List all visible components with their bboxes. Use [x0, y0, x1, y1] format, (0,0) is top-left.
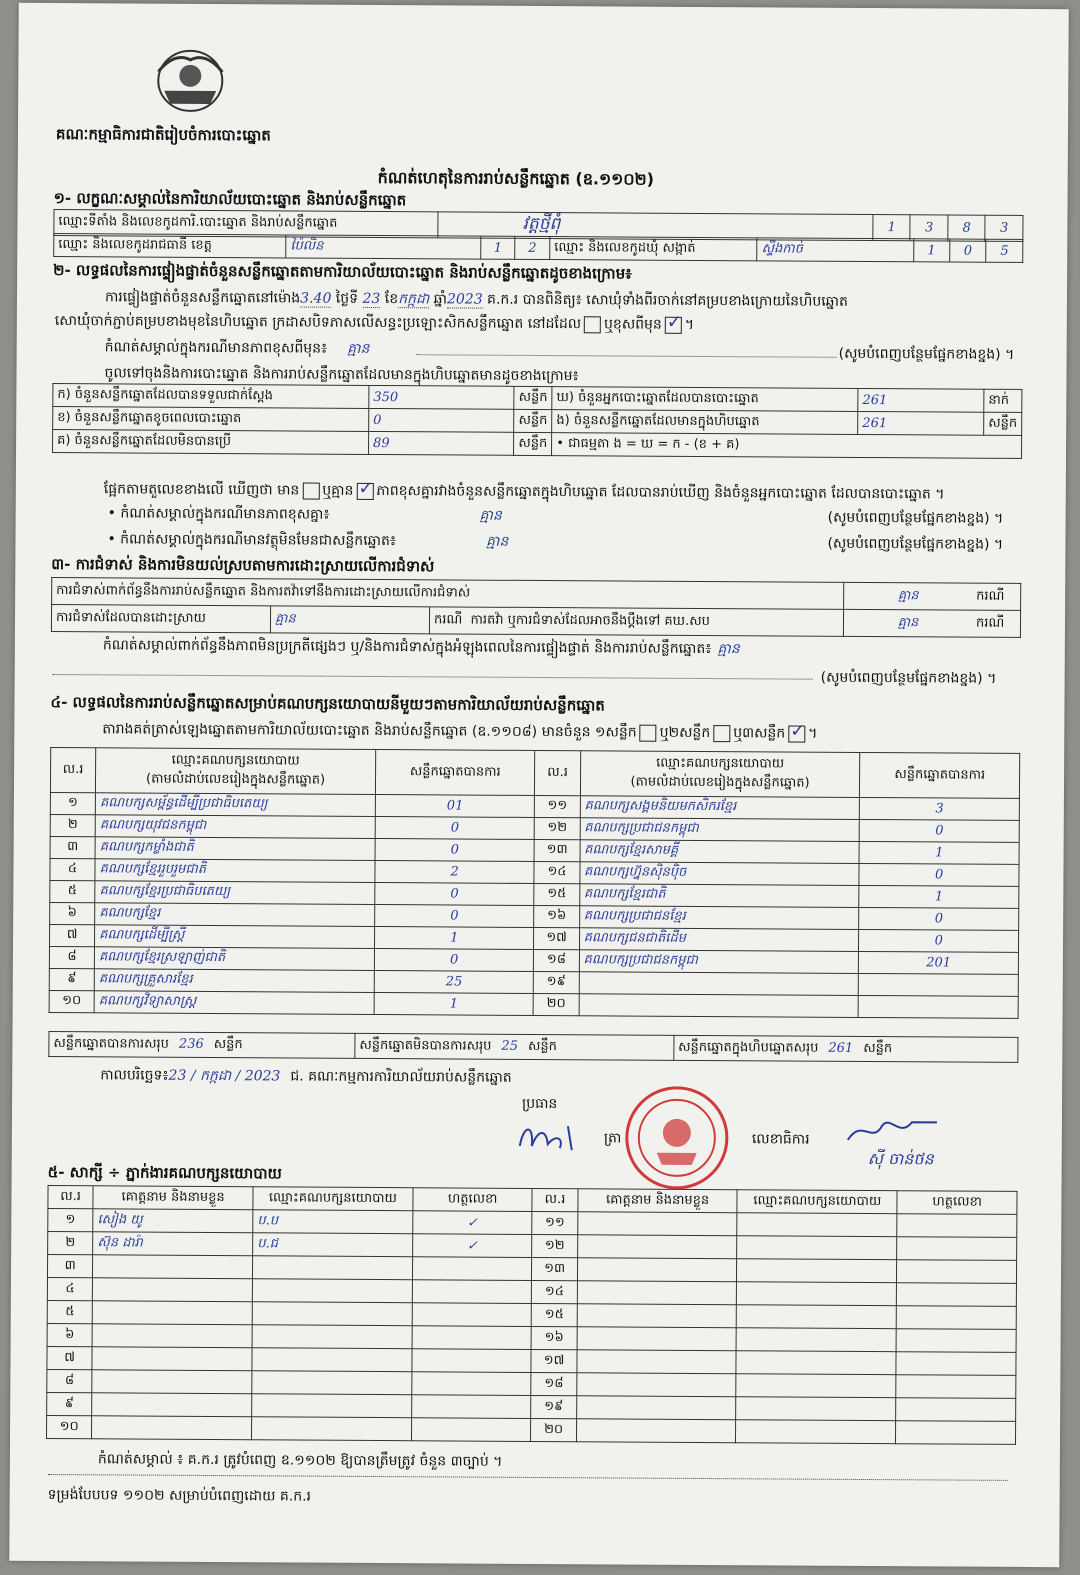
- empty-cell: [737, 1328, 897, 1352]
- empty-cell: [737, 1213, 897, 1237]
- resolved-complaints-label: ការជំទាស់ដែលបានដោះស្រាយ: [51, 605, 270, 633]
- valid-total: សន្លឹកឆ្នោតបានការសរុប 236 សន្លឹក: [49, 1032, 355, 1059]
- row-number: ៦: [47, 1324, 92, 1347]
- complaints-label: ការជំទាស់ពាក់ព័ន្ធនឹងការរាប់សន្លឹកឆ្នោត និងការតវ៉ាទៅនឹងការដោះស្រាយលើការជំទាស់: [52, 578, 844, 610]
- empty-cell: [896, 1421, 1016, 1445]
- witness-signature: [411, 1418, 531, 1442]
- party-votes: [859, 995, 1019, 1018]
- discrepancy-no-checkbox[interactable]: [356, 482, 373, 499]
- table-row: [46, 1416, 1015, 1445]
- empty-cell: [576, 1419, 736, 1443]
- empty-cell: [736, 1374, 896, 1398]
- party-votes: [859, 973, 1019, 996]
- row-number: ៤: [50, 859, 95, 881]
- empty-cell: [577, 1212, 737, 1236]
- party-name: គណបក្សខ្មែររួបរួមជាតិ: [95, 859, 375, 883]
- row-number: ១២: [532, 1234, 577, 1257]
- results-table: ល.រ ឈ្មោះគណបក្សនយោបាយ (តាមលំដាប់លេខរៀងក្នុងសន្លឹកឆ្នោត) សន្លឹកឆ្នោតបានការ ល.រ ឈ្មោះគណបក្សនយោបាយ (តាមលំដាប់លេខរៀងក្នុងសន្លឹកឆ្នោត) សន្លឹកឆ្នោតបានការ ១ គណបក្សសម្ព័ន្ធដើម្បីប្រជាធិបតេយ្យ 01 ១១ គណបក្សសង្គមនិយមកសិករខ្មែរ 3 ២ គណបក្សយុវជនកម្ពុជា 0 ១២ គណបក្សប្រជាជនកម្ពុជា 0 ៣ គណបក្សកម្លាំងជាតិ 0 ១៣ គណបក្សខ្មែរសាមគ្គី 1 ៤ គណបក្សខ្មែររួបរួមជាតិ 2 ១៤ គណបក្សហ្វ៊ុនស៊ិនប៉ិច 0 ៥ គណបក្សខ្មែរប្រជាធិបតេយ្យ 0 ១៥ គណបក្សខ្មែរជាតិ 1 ៦ គណបក្សខ្មែរ 0 ១៦ គណបក្សប្រជាជនខ្មែរ 0 ៧ គណបក្សដើម្បីស្ត្រី 1 ១៧ គណបក្សជនជាតិដើម 0 ៨ គណបក្សខ្មែរស្រឡាញ់ជាតិ 0 ១៨ គណបក្សប្រជាជនកម្ពុជា 201 ៩ គណបក្សគ្រួសារខ្មែរ 25 ១៩ ១០ គណបក្សវិទ្យាសាស្ត្រ 1 ២០: [49, 747, 1021, 1019]
- empty-cell: [896, 1375, 1016, 1399]
- commune-code-digit: 5: [986, 239, 1023, 262]
- witness-signature: ✓: [413, 1211, 533, 1235]
- party-name: គណបក្សប្រជាជនខ្មែរ: [579, 906, 859, 930]
- party-votes: 1: [859, 841, 1019, 864]
- resolved-complaints-value: គ្មាន: [270, 606, 429, 634]
- invalid-total: សន្លឹកឆ្នោតមិនបានការសរុប 25 សន្លឹក: [355, 1033, 674, 1060]
- row-number: ៦: [50, 903, 95, 925]
- row-number: ១: [50, 793, 95, 815]
- form-title: កំណត់ហេតុនៃការរាប់សន្លឹកឆ្នោត (ឧ.១១០២): [377, 168, 655, 189]
- other-events-note: កំណត់សម្គាល់ពាក់ព័ន្ធនឹងភាពមិនប្រក្រតីផ្សេងៗ ឬ/និងការជំទាស់ក្នុងអំឡុងពេលនៃការផ្ទៀងផ្ទាត់ និងការរាប់សន្លឹកឆ្នោត៖ គ្មាន: [102, 637, 740, 658]
- empty-cell: [896, 1329, 1016, 1353]
- seal-label: ត្រា: [603, 1130, 622, 1147]
- row-number: ២០: [531, 1418, 576, 1441]
- voters-value: 261: [858, 388, 984, 412]
- witness-party: [252, 1325, 412, 1349]
- station-code-digit: 3: [985, 215, 1023, 241]
- party-votes: 1: [859, 885, 1019, 908]
- forwarded-complaints-label: ករណី ការតវ៉ា ឬការជំទាស់ដែលអាចនឹងប្តឹងទៅ គឃ.សប: [429, 607, 843, 637]
- row-number: ២: [50, 815, 95, 837]
- emblem-icon: [144, 46, 236, 117]
- verification-line-1: ការផ្ទៀងផ្ទាត់ចំនួនសន្លឹកឆ្នោតនៅម៉ោង3.40 ថ្ងៃទី 23 ខែកក្កដា ឆ្នាំ2023 គ.ក.រ បានពិនិត្យ៖ សោឃុំទាំងពីរចាក់នៅគម្របខាងក្រោយនៃហិបឆ្នោត: [104, 289, 848, 310]
- witness-signature: [412, 1349, 532, 1373]
- row-number: ១៦: [534, 905, 579, 927]
- irregularity-note-line: កំណត់សម្គាល់ក្នុងករណីមានភាពខុសពីមុន៖ គ្មាន: [104, 339, 370, 357]
- party-votes: 0: [859, 863, 1019, 886]
- party-name: គណបក្សជនជាតិដើម: [579, 928, 859, 952]
- witness-party: [253, 1256, 413, 1280]
- witness-name: [92, 1370, 252, 1394]
- row-number: ៥: [47, 1301, 92, 1324]
- box-total: សន្លឹកឆ្នោតក្នុងហិបឆ្នោតសរុប 261 សន្លឹក: [674, 1035, 1018, 1062]
- party-name: គណបក្សប្រជាជនកម្ពុជា: [579, 950, 859, 974]
- witness-table: ល.រ គោត្តនាម និងនាមខ្លួន ឈ្មោះគណបក្សនយោបាយ ហត្ថលេខា ល.រ គោត្តនាម និងនាមខ្លួន ឈ្មោះគណបក្សនយោបាយ ហត្ថលេខា ១ សៀង យូ ប.ប ✓ ១១ ២ ស៊ុន ដារ៉ា ប.ជ ✓ ១២ ៣ ១៣ ៤ ១៤ ៥ ១៥ ៦ ១៦ ៧ ១៧ ៨ ១៨ ៩ ១៩ ១០ ២០: [46, 1185, 1018, 1445]
- row-number: ៣: [50, 837, 95, 859]
- row-number: ១១: [535, 795, 580, 817]
- empty-cell: [577, 1350, 737, 1374]
- seal-intact-checkbox[interactable]: [584, 316, 601, 333]
- section-3-title: ៣- ការជំទាស់ និងការមិនយល់ស្របតាមការដោះស្រាយលើការជំទាស់: [51, 555, 435, 576]
- three-ballot-checkbox[interactable]: [788, 725, 805, 742]
- section-4-title: ៤- លទ្ធផលនៃការរាប់សន្លឹកឆ្នោតសម្រាប់គណបក្សនយោបាយនីមួយៗតាមការិយាល័យរាប់សន្លឹកឆ្នោត: [50, 693, 605, 715]
- footer-note: កំណត់សម្គាល់ ៖ គ.ក.រ ត្រូវបំពេញ ឧ.១១០២ ឱ្យបានត្រឹមត្រូវ ចំនួន ៣ច្បាប់ ។: [97, 1451, 503, 1470]
- row-number: ១៥: [532, 1303, 577, 1326]
- party-votes: 0: [375, 817, 535, 840]
- unused-ballots-label: គ) ចំនួនសន្លឹកឆ្នោតដែលមិនបានប្រើ: [53, 430, 369, 455]
- witness-name: [92, 1301, 252, 1325]
- party-name: គណបក្សសម្ព័ន្ធដើម្បីប្រជាធិបតេយ្យ: [95, 793, 375, 817]
- witness-signature: [412, 1372, 532, 1396]
- complaints-value: គ្មាន: [844, 582, 973, 610]
- date-line: កាលបរិច្ឆេទ៖23 / កក្កដា / 2023 ជ. គណៈកម្មការការិយាល័យរាប់សន្លឹកឆ្នោត: [100, 1067, 512, 1086]
- witness-name: [93, 1255, 253, 1279]
- station-name-value: វត្តថ្មីពុំ: [438, 212, 873, 241]
- empty-cell: [897, 1283, 1017, 1307]
- witness-party: ប.ប: [253, 1210, 413, 1234]
- witness-name: [92, 1416, 252, 1440]
- section-1-title: ១- លក្ខណៈសម្គាល់នៃការិយាល័យបោះឆ្នោត និងរាប់សន្លឹកឆ្នោត: [53, 189, 407, 210]
- empty-cell: [896, 1352, 1016, 1376]
- formula: • ជាធម្មតា ង = ឃ = ក - (ខ + គ): [552, 433, 1022, 459]
- party-votes: 0: [375, 839, 535, 862]
- witness-signature: [412, 1257, 532, 1281]
- party-col-header: ឈ្មោះគណបក្សនយោបាយ (តាមលំដាប់លេខរៀងក្នុងសន្លឹកឆ្នោត): [96, 748, 376, 795]
- one-ballot-checkbox[interactable]: [640, 724, 657, 741]
- row-number: ១២: [535, 817, 580, 839]
- witness-signature: [412, 1326, 532, 1350]
- count-intro: ចូលទៅចុងនិងការបោះឆ្នោត និងការរាប់សន្លឹកឆ្នោតដែលមានក្នុងហិបឆ្នោតមានដូចខាងក្រោម៖: [104, 365, 579, 385]
- chair-signature-icon: [512, 1116, 602, 1157]
- party-name: គណបក្សខ្មែរ: [95, 903, 375, 927]
- party-name: គណបក្សដើម្បីស្ត្រី: [95, 925, 375, 949]
- official-stamp-icon: [622, 1083, 733, 1194]
- commune-label: ឈ្មោះ និងលេខកូដឃុំ សង្កាត់: [550, 237, 758, 261]
- party-name: [579, 994, 859, 1018]
- row-number: ៤: [47, 1278, 92, 1301]
- witness-party: [252, 1348, 412, 1372]
- empty-cell: [737, 1236, 897, 1260]
- row-number: ១៥: [534, 883, 579, 905]
- row-number: ១: [48, 1209, 93, 1232]
- party-name: គណបក្សសង្គមនិយមកសិករខ្មែរ: [580, 796, 860, 820]
- witness-signature: [412, 1303, 532, 1327]
- row-number: ១៨: [534, 949, 579, 971]
- empty-cell: [736, 1351, 896, 1375]
- party-name: គណបក្សខ្មែរស្រឡាញ់ជាតិ: [94, 947, 374, 971]
- party-name: គណបក្សខ្មែរប្រជាធិបតេយ្យ: [95, 881, 375, 905]
- empty-cell: [577, 1235, 737, 1259]
- secretary-signature-icon: [842, 1108, 942, 1149]
- empty-cell: [576, 1373, 736, 1397]
- row-number: ៣: [47, 1255, 92, 1278]
- empty-cell: [736, 1420, 896, 1444]
- row-number: ៨: [49, 947, 94, 969]
- spoiled-ballots-value: 0: [369, 408, 514, 432]
- secretary-label: លេខាធិការ: [751, 1131, 810, 1148]
- party-name: គណបក្សគ្រួសារខ្មែរ: [94, 969, 374, 993]
- party-votes: 0: [375, 904, 535, 927]
- row-number: ១១: [532, 1211, 577, 1234]
- commune-value: ស្ទឹងកាច់: [757, 238, 913, 262]
- row-number: ៥: [50, 881, 95, 903]
- station-code-digit: 8: [948, 215, 986, 241]
- party-votes: 0: [860, 819, 1020, 842]
- row-number: ៨: [47, 1370, 92, 1393]
- ballots-in-box-label: ង) ចំនួនសន្លឹកឆ្នោតដែលមានក្នុងហិបឆ្នោត: [552, 410, 858, 435]
- witness-party: [252, 1279, 412, 1303]
- party-name: គណបក្សកម្លាំងជាតិ: [95, 837, 375, 861]
- discrepancy-line: ផ្អែកតាមតួលេខខាងលើ ឃើញថា មាន ឬគ្មាន✓ ភាពខុសគ្នារវាងចំនួនសន្លឹកឆ្នោតក្នុងហិបឆ្នោត ដែលបានរាប់ឃើញ និងចំនួនអ្នកបោះឆ្នោត ដែលបានបោះឆ្នោត ។: [104, 479, 945, 505]
- discrepancy-note: • កំណត់សម្គាល់ក្នុងករណីមានភាពខុសគ្នា៖ គ្មាន: [107, 505, 502, 524]
- party-votes: 1: [374, 926, 534, 949]
- party-votes: 3: [860, 797, 1020, 820]
- unused-ballots-value: 89: [369, 431, 514, 455]
- section-2-title: ២- លទ្ធផលនៃការផ្ទៀងផ្ទាត់ចំនួនសន្លឹកឆ្នោតតាមការិយាល័យបោះឆ្នោត និងរាប់សន្លឹកឆ្នោតដូចខាងក្រោម៖: [53, 261, 632, 283]
- ballots-in-box-value: 261: [858, 411, 984, 435]
- province-code-digit: 1: [481, 236, 516, 259]
- witness-party: [252, 1371, 412, 1395]
- party-votes: 0: [374, 948, 534, 971]
- row-number: ១៧: [531, 1349, 576, 1372]
- seal-broken-checkbox[interactable]: [665, 316, 682, 333]
- empty-cell: [737, 1259, 897, 1283]
- empty-cell: [577, 1281, 737, 1305]
- empty-cell: [737, 1282, 897, 1306]
- voters-label: ឃ) ចំនួនអ្នកបោះឆ្នោតដែលបានបោះឆ្នោត: [552, 387, 858, 412]
- section-5-title: ៥- សាក្សី ÷ ភ្នាក់ងារគណបក្សនយោបាយ: [47, 1163, 282, 1183]
- empty-cell: [576, 1396, 736, 1420]
- province-code-digit: 2: [515, 236, 550, 259]
- party-votes: 25: [374, 970, 534, 993]
- station-name-label: ឈ្មោះទីតាំង និងលេខកូដការិ.បោះឆ្នោត និងរាប់សន្លឹកឆ្នោត: [54, 210, 438, 238]
- row-number: ១០: [46, 1416, 91, 1439]
- empty-cell: [896, 1306, 1016, 1330]
- row-number: ៩: [47, 1393, 92, 1416]
- forwarded-complaints-value: គ្មាន: [843, 609, 972, 637]
- witness-signature: [412, 1280, 532, 1304]
- row-number: ៩: [49, 969, 94, 991]
- empty-cell: [577, 1258, 737, 1282]
- fill-back-note: (សូមបំពេញបន្ថែមផ្នែកខាងខ្នង) ។: [838, 345, 1015, 363]
- received-ballots-label: ក) ចំនួនសន្លឹកឆ្នោតដែលបានទទួលជាក់ស្តែង: [53, 384, 369, 409]
- discrepancy-yes-checkbox[interactable]: [302, 482, 319, 499]
- party-name: គណបក្សប្រជាជនកម្ពុជា: [580, 818, 860, 842]
- party-votes: 0: [859, 929, 1019, 952]
- empty-cell: [577, 1304, 737, 1328]
- empty-cell: [736, 1397, 896, 1421]
- station-code-digit: 3: [910, 215, 948, 241]
- row-number: ១៤: [532, 1280, 577, 1303]
- empty-cell: [577, 1327, 737, 1351]
- form-version: ទម្រង់បែបបទ ១១០២ សម្រាប់បំពេញដោយ គ.ក.រ: [47, 1487, 312, 1505]
- party-name: គណបក្សខ្មែរជាតិ: [579, 884, 859, 908]
- witness-party: [252, 1302, 412, 1326]
- row-number: ១៤: [534, 861, 579, 883]
- witness-name: [92, 1347, 252, 1371]
- empty-cell: [897, 1214, 1017, 1238]
- station-code-digit: 1: [873, 215, 911, 241]
- party-votes: 0: [859, 907, 1019, 930]
- commune-code-digit: 1: [913, 239, 950, 262]
- tally-sheet-line: តារាងគត់ត្រាស់ឡេងឆ្នោតតាមការិយាល័យបោះឆ្នោត និងរាប់សន្លឹកឆ្នោត (ឧ.១១០៨) មានចំនួន ១សន្លឹក ឬ២សន្លឹក ឬ៣សន្លឹក✓ ។: [102, 719, 817, 744]
- party-name: គណបក្សហ្វ៊ុនស៊ិនប៉ិច: [579, 862, 859, 886]
- row-number: ១៦: [532, 1326, 577, 1349]
- party-votes: 201: [859, 951, 1019, 974]
- witness-name: [92, 1393, 252, 1417]
- row-number: ៧: [50, 925, 95, 947]
- row-number: ១៣: [532, 1257, 577, 1280]
- witness-name: [93, 1278, 253, 1302]
- witness-party: ប.ជ: [253, 1233, 413, 1257]
- empty-cell: [737, 1305, 897, 1329]
- province-label: ឈ្មោះ និងលេខកូដរាជធានី ខេត្ត: [54, 234, 286, 258]
- chair-label: ប្រធាន: [522, 1095, 558, 1113]
- spoiled-ballots-label: ខ) ចំនួនសន្លឹកឆ្នោតខូចពេលបោះឆ្នោត: [53, 407, 369, 432]
- party-votes: 0: [375, 882, 535, 905]
- party-name: គណបក្សវិទ្យាសាស្ត្រ: [94, 991, 374, 1015]
- row-number: ២០: [534, 993, 579, 1015]
- witness-name: ស៊ុន ដារ៉ា: [93, 1232, 253, 1256]
- witness-name: [92, 1324, 252, 1348]
- witness-party: [252, 1417, 412, 1441]
- row-number: ១៧: [534, 927, 579, 949]
- row-number: ១៨: [531, 1372, 576, 1395]
- verification-line-2: សោឃុំចាក់ភ្ជាប់គម្របខាងមុខនៃហិបឆ្នោត ក្រដាសបិទភាសលើសន្ធះប្រឡោះសិកសន្លឹកឆ្នោត នៅដដែល ឬខុសពីមុន✓ ។: [55, 311, 694, 336]
- committee-name: គណៈកម្មាធិការជាតិរៀបចំការបោះឆ្នោត: [55, 125, 271, 145]
- witness-name: សៀង យូ: [93, 1209, 253, 1233]
- row-number: ១០: [49, 991, 94, 1013]
- row-number: ១៩: [531, 1395, 576, 1418]
- province-value: ប៉ៃលិន: [286, 235, 481, 259]
- witness-signature: [411, 1395, 531, 1419]
- empty-cell: [897, 1237, 1017, 1261]
- row-number: ៧: [47, 1347, 92, 1370]
- witness-signature: ✓: [412, 1234, 532, 1258]
- row-number: ១៣: [535, 839, 580, 861]
- commune-code-digit: 0: [950, 239, 987, 262]
- secretary-name: ស៊ី ចាន់ថន: [867, 1149, 934, 1169]
- row-number: ១៩: [534, 971, 579, 993]
- witness-party: [252, 1394, 412, 1418]
- party-votes: 2: [375, 860, 535, 883]
- empty-cell: [897, 1260, 1017, 1284]
- party-name: គណបក្សខ្មែរសាមគ្គី: [580, 840, 860, 864]
- party-name: [579, 972, 859, 996]
- party-votes: 1: [374, 992, 534, 1015]
- received-ballots-value: 350: [369, 385, 514, 409]
- row-number: ២: [48, 1232, 93, 1255]
- party-votes: 01: [375, 795, 535, 818]
- party-name: គណបក្សយុវជនកម្ពុជា: [95, 815, 375, 839]
- two-ballot-checkbox[interactable]: [713, 725, 730, 742]
- object-note: • កំណត់សម្គាល់ក្នុងករណីមានវត្ថុមិនមែនជាសន្លឹកឆ្នោត៖ គ្មាន: [107, 531, 509, 550]
- ballot-count-form: គណៈកម្មាធិការជាតិរៀបចំការបោះឆ្នោត កំណត់ហេតុនៃការរាប់សន្លឹកឆ្នោត (ឧ.១១០២) ១- លក្ខណៈសម្គាល់នៃការិយាល័យបោះឆ្នោត និងរាប់សន្លឹកឆ្នោត ឈ្មោះទីតាំង និងលេខកូដការិ.បោះឆ្នោត និងរាប់សន្លឹកឆ្នោត វត្តថ្មីពុំ 1 3 8 3 ឈ្មោះ និងលេខកូដរាជធានី ខេត្ត ប៉ៃលិន 1 2 ឈ្មោះ និងលេខកូដឃុំ សង្កាត់ ស្ទឹងកាច់ 1 0 5 ២- លទ្ធផលនៃការផ្ទៀងផ្ទាត់ចំនួនសន្លឹកឆ្នោតតាមការិយាល័យបោះឆ្នោត និងរាប់សន្លឹកឆ្នោតដូចខាងក្រោម៖ ការផ្ទៀងផ្ទាត់ចំនួនសន្លឹកឆ្នោតនៅម៉ោង3.40 ថ្ងៃទី 23 ខែកក្កដា ឆ្នាំ2023 គ.ក.រ បានពិនិត្យ៖ សោឃុំទាំងពីរចាក់នៅគម្របខាងក្រោយនៃហិបឆ្នោត សោឃុំចាក់ភ្ជាប់គម្របខាងមុខនៃហិបឆ្នោត ក្រដាសបិទភាសលើសន្ធះប្រឡោះសិកសន្លឹកឆ្នោត នៅដដែល ឬខុសពីមុន✓ ។ កំណត់សម្គាល់ក្នុងករណីមានភាពខុសពីមុន៖ គ្មាន (សូមបំពេញបន្ថែមផ្នែកខាងខ្នង) ។ ចូលទៅចុងនិងការបោះឆ្នោត និងការរាប់សន្លឹកឆ្នោតដែលមានក្នុងហិបឆ្នោតមានដូចខាងក្រោម៖ ក) ចំនួនសន្លឹកឆ្នោតដែលបានទទួលជាក់ស្តែង 350 សន្លឹក ឃ) ចំនួនអ្នកបោះឆ្នោតដែលបានបោះឆ្នោត 261 នាក់ ខ) ចំនួនសន្លឹកឆ្នោតខូចពេលបោះឆ្នោត 0 សន្លឹក ង) ចំនួនសន្លឹកឆ្នោតដែលមានក្នុងហិបឆ្នោត 261 សន្លឹក គ) ចំនួនសន្លឹកឆ្នោតដែលមិនបានប្រើ 89 សន្លឹក • ជាធម្មតា ង = ឃ = ក - (ខ + គ) ផ្អែកតាមតួលេខខាងលើ ឃើញថា មាន ឬគ្មាន✓ ភាពខុសគ្នារវាងចំនួនសន្លឹកឆ្នោតក្នុងហិបឆ្នោត ដែលបានរាប់ឃើញ និងចំនួនអ្នកបោះឆ្នោត ដែលបានបោះឆ្នោត ។ • កំណត់សម្គាល់ក្នុងករណីមានភាពខុសគ្នា៖ គ្មាន (សូមបំពេញបន្ថែមផ្នែកខាងខ្នង) ។ • កំណត់សម្គាល់ក្នុងករណីមានវត្ថុមិនមែនជាសន្លឹកឆ្នោត៖ គ្មាន (សូមបំពេញបន្ថែមផ្នែកខាងខ្នង) ។ ៣- ការជំទាស់ និងការមិនយល់ស្របតាមការដោះស្រាយលើការជំទាស់ ការជំទាស់ពាក់ព័ន្ធនឹងការរាប់សន្លឹកឆ្នោត និងការតវ៉ាទៅនឹងការដោះស្រាយលើការជំទាស់ គ្មាន ករណី ការជំទាស់ដែលបានដោះស្រាយ គ្មាន ករណី ការតវ៉ា ឬការជំទាស់ដែលអាចនឹងប្តឹងទៅ គឃ.សប គ្មាន ករណី កំណត់សម្គាល់ពាក់ព័ន្ធនឹងភាពមិនប្រក្រតីផ្សេងៗ ឬ/និងការជំទាស់ក្នុងអំឡុងពេលនៃការផ្ទៀងផ្ទាត់ និងការរាប់សន្លឹកឆ្នោត៖ គ្មាន (សូមបំពេញបន្ថែមផ្នែកខាងខ្នង) ។ ៤- លទ្ធផលនៃការរាប់សន្លឹកឆ្នោតសម្រាប់គណបក្សនយោបាយនីមួយៗតាមការិយាល័យរាប់សន្លឹកឆ្នោត តារាងគត់ត្រាស់ឡេងឆ្នោតតាមការិយាល័យបោះឆ្នោត និងរាប់សន្លឹកឆ្នោត (ឧ.១១០៨) មានចំនួន ១សន្លឹក ឬ២សន្លឹក ឬ៣សន្លឹក✓ ។ ល.រ ឈ្មោះគណបក្សនយោបាយ (តាមលំដាប់លេខរៀងក្នុងសន្លឹកឆ្នោត) សន្លឹកឆ្នោតបានការ ល.រ ឈ្មោះគណបក្សនយោបាយ (តាមលំដាប់លេខរៀងក្នុងសន្លឹកឆ្នោត) សន្លឹកឆ្នោតបានការ ១ គណបក្សសម្ព័ន្ធដើម្បីប្រជាធិបតេយ្យ 01 ១១ គណបក្សសង្គមនិយមកសិករខ្មែរ 3 ២ គណបក្សយុវជនកម្ពុជា 0 ១២ គណបក្សប្រជាជនកម្ពុជា 0 ៣ គណបក្សកម្លាំងជាតិ 0 ១៣ គណបក្សខ្មែរសាមគ្គី 1 ៤ គណបក្សខ្មែររួបរួមជាតិ 2 ១៤ គណបក្សហ្វ៊ុនស៊ិនប៉ិច 0 ៥ គណបក្សខ្មែរប្រជាធិបតេយ្យ 0 ១៥ គណបក្សខ្មែរជាតិ 1 ៦ គណបក្សខ្មែរ 0 ១៦ គណបក្សប្រជាជនខ្មែរ 0 ៧ គណបក្សដើម្បីស្ត្រី 1 ១៧ គណបក្សជនជាតិដើម 0 ៨ គណបក្សខ្មែរស្រឡាញ់ជាតិ 0 ១៨ គណបក្សប្រជាជនកម្ពុជា 201 ៩ គណបក្សគ្រួសារខ្មែរ 25 ១៩ ១០ គណបក្សវិទ្យាសាស្ត្រ 1 ២០ សន្លឹកឆ្នោតបានការសរុប 236 សន្លឹក សន្លឹកឆ្នោតមិនបានការសរុប 25 សន្លឹក សន្លឹកឆ្នោតក្នុងហិបឆ្នោតសរុប 261 សន្លឹក កាលបរិច្ឆេទ៖23 / កក្កដា / 2023 ជ. គណៈកម្មការការិយាល័យរាប់សន្លឹកឆ្នោត ប្រធាន ត្រា លេខាធិការ ស៊ី ចាន់ថន ៥- សាក្សី ÷ ភ្នាក់ងារគណបក្សនយោបាយ ល.រ គោត្តនាម និងនាមខ្លួន ឈ្មោះគណបក្សនយោបាយ ហត្ថលេខា ល.រ គោត្តនាម និងនាមខ្លួន ឈ្មោះគណបក្សនយោបាយ ហត្ថលេខា ១ សៀង យូ ប.ប ✓ ១១ ២ ស៊ុន ដារ៉ា ប.ជ ✓ ១២ ៣ ១៣ ៤ ១៤ ៥ ១៥ ៦ ១៦ ៧ ១៧ ៨ ១៨ ៩ ១៩ ១០ ២០ កំណត់សម្គាល់ ៖ គ.ក.រ ត្រូវបំពេញ ឧ.១១០២ ឱ្យបានត្រឹមត្រូវ ចំនួន ៣ច្បាប់ ។ ទម្រង់បែបបទ ១១០២ សម្រាប់បំពេញដោយ គ.ក.រ: [9, 3, 1068, 1567]
- table-row: [49, 991, 1018, 1019]
- empty-cell: [896, 1398, 1016, 1422]
